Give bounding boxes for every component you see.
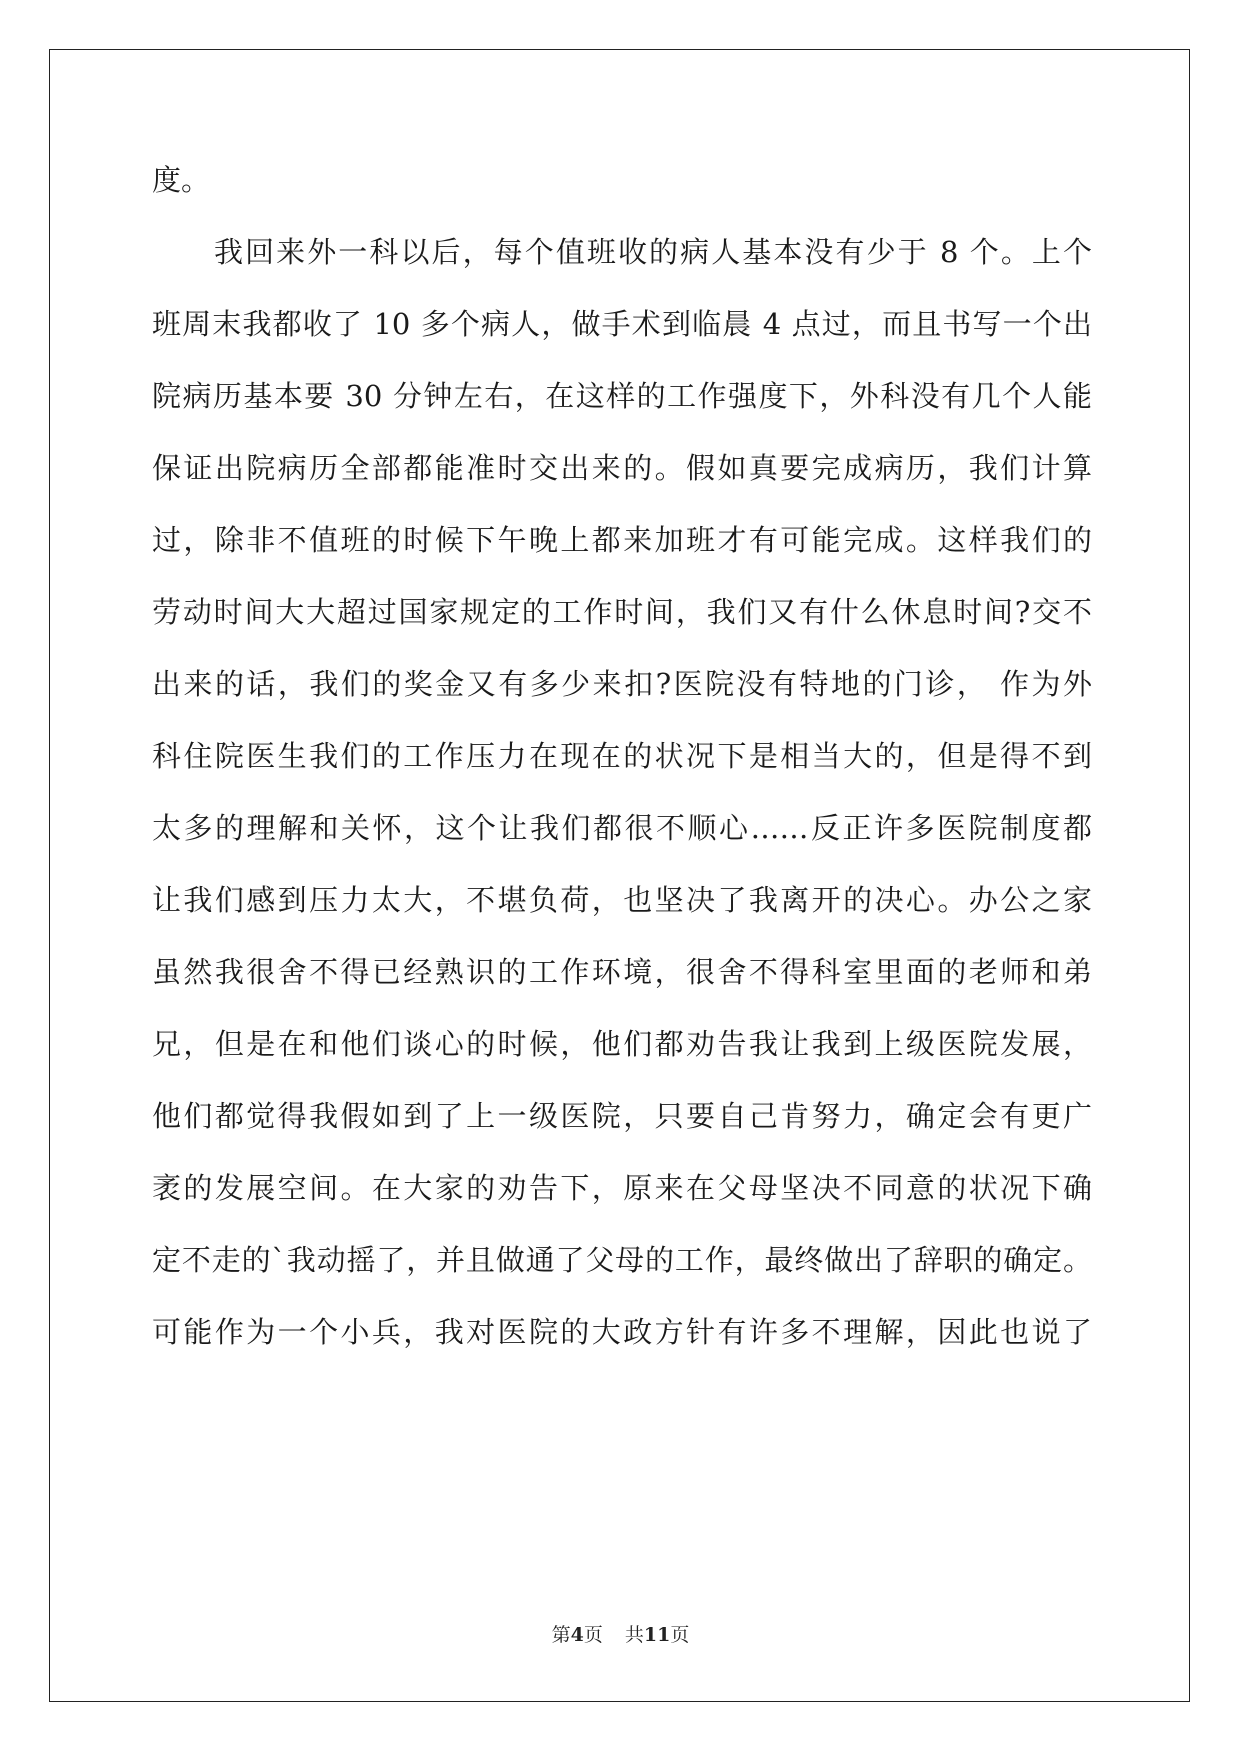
text-line-2: 我回来外一科以后，每个值班收的病人基本没有少于 8 个。上个 [214, 235, 1092, 269]
text-line-7: 劳动时间大大超过国家规定的工作时间，我们又有什么休息时间?交不 [152, 595, 1092, 629]
text-line-9: 科住院医生我们的工作压力在现在的状况下是相当大的，但是得不到 [152, 739, 1092, 773]
text-line-12: 虽然我很舍不得已经熟识的工作环境，很舍不得科室里面的老师和弟 [152, 955, 1092, 989]
text-line-13: 兄，但是在和他们谈心的时候，他们都劝告我让我到上级医院发展， [152, 1027, 1092, 1061]
text-line-11: 让我们感到压力太大，不堪负荷，也坚决了我离开的决心。办公之家 [152, 883, 1092, 917]
text-line-10: 太多的理解和关怀，这个让我们都很不顺心……反正许多医院制度都 [152, 811, 1092, 845]
footer-prefix: 第 [551, 1624, 571, 1646]
text-line-5: 保证出院病历全部都能准时交出来的。假如真要完成病历，我们计算 [152, 451, 1092, 485]
text-line-15: 袤的发展空间。在大家的劝告下，原来在父母坚决不同意的状况下确 [152, 1171, 1092, 1205]
text-line-6: 过，除非不值班的时候下午晚上都来加班才有可能完成。这样我们的 [152, 523, 1092, 557]
page-border [49, 49, 1190, 1702]
footer-page-label: 页 [583, 1624, 603, 1646]
text-line-8: 出来的话，我们的奖金又有多少来扣?医院没有特地的门诊， 作为外 [152, 667, 1092, 701]
current-page-number: 4 [570, 1624, 584, 1646]
total-page-count: 11 [643, 1624, 671, 1646]
footer-suffix: 页 [670, 1624, 690, 1646]
page-footer [0, 1620, 1241, 1647]
text-line-14: 他们都觉得我假如到了上一级医院，只要自己肯努力，确定会有更广 [152, 1099, 1092, 1133]
footer-total-prefix: 共 [624, 1624, 644, 1646]
text-line-17: 可能作为一个小兵，我对医院的大政方针有许多不理解，因此也说了 [152, 1315, 1092, 1349]
text-line-16: 定不走的`我动摇了，并且做通了父母的工作，最终做出了辞职的确定。 [152, 1243, 1092, 1277]
text-line-3: 班周末我都收了 10 多个病人，做手术到临晨 4 点过，而且书写一个出 [152, 307, 1092, 341]
text-line-1: 度。 [152, 163, 211, 197]
text-line-4: 院病历基本要 30 分钟左右，在这样的工作强度下，外科没有几个人能 [152, 379, 1092, 413]
